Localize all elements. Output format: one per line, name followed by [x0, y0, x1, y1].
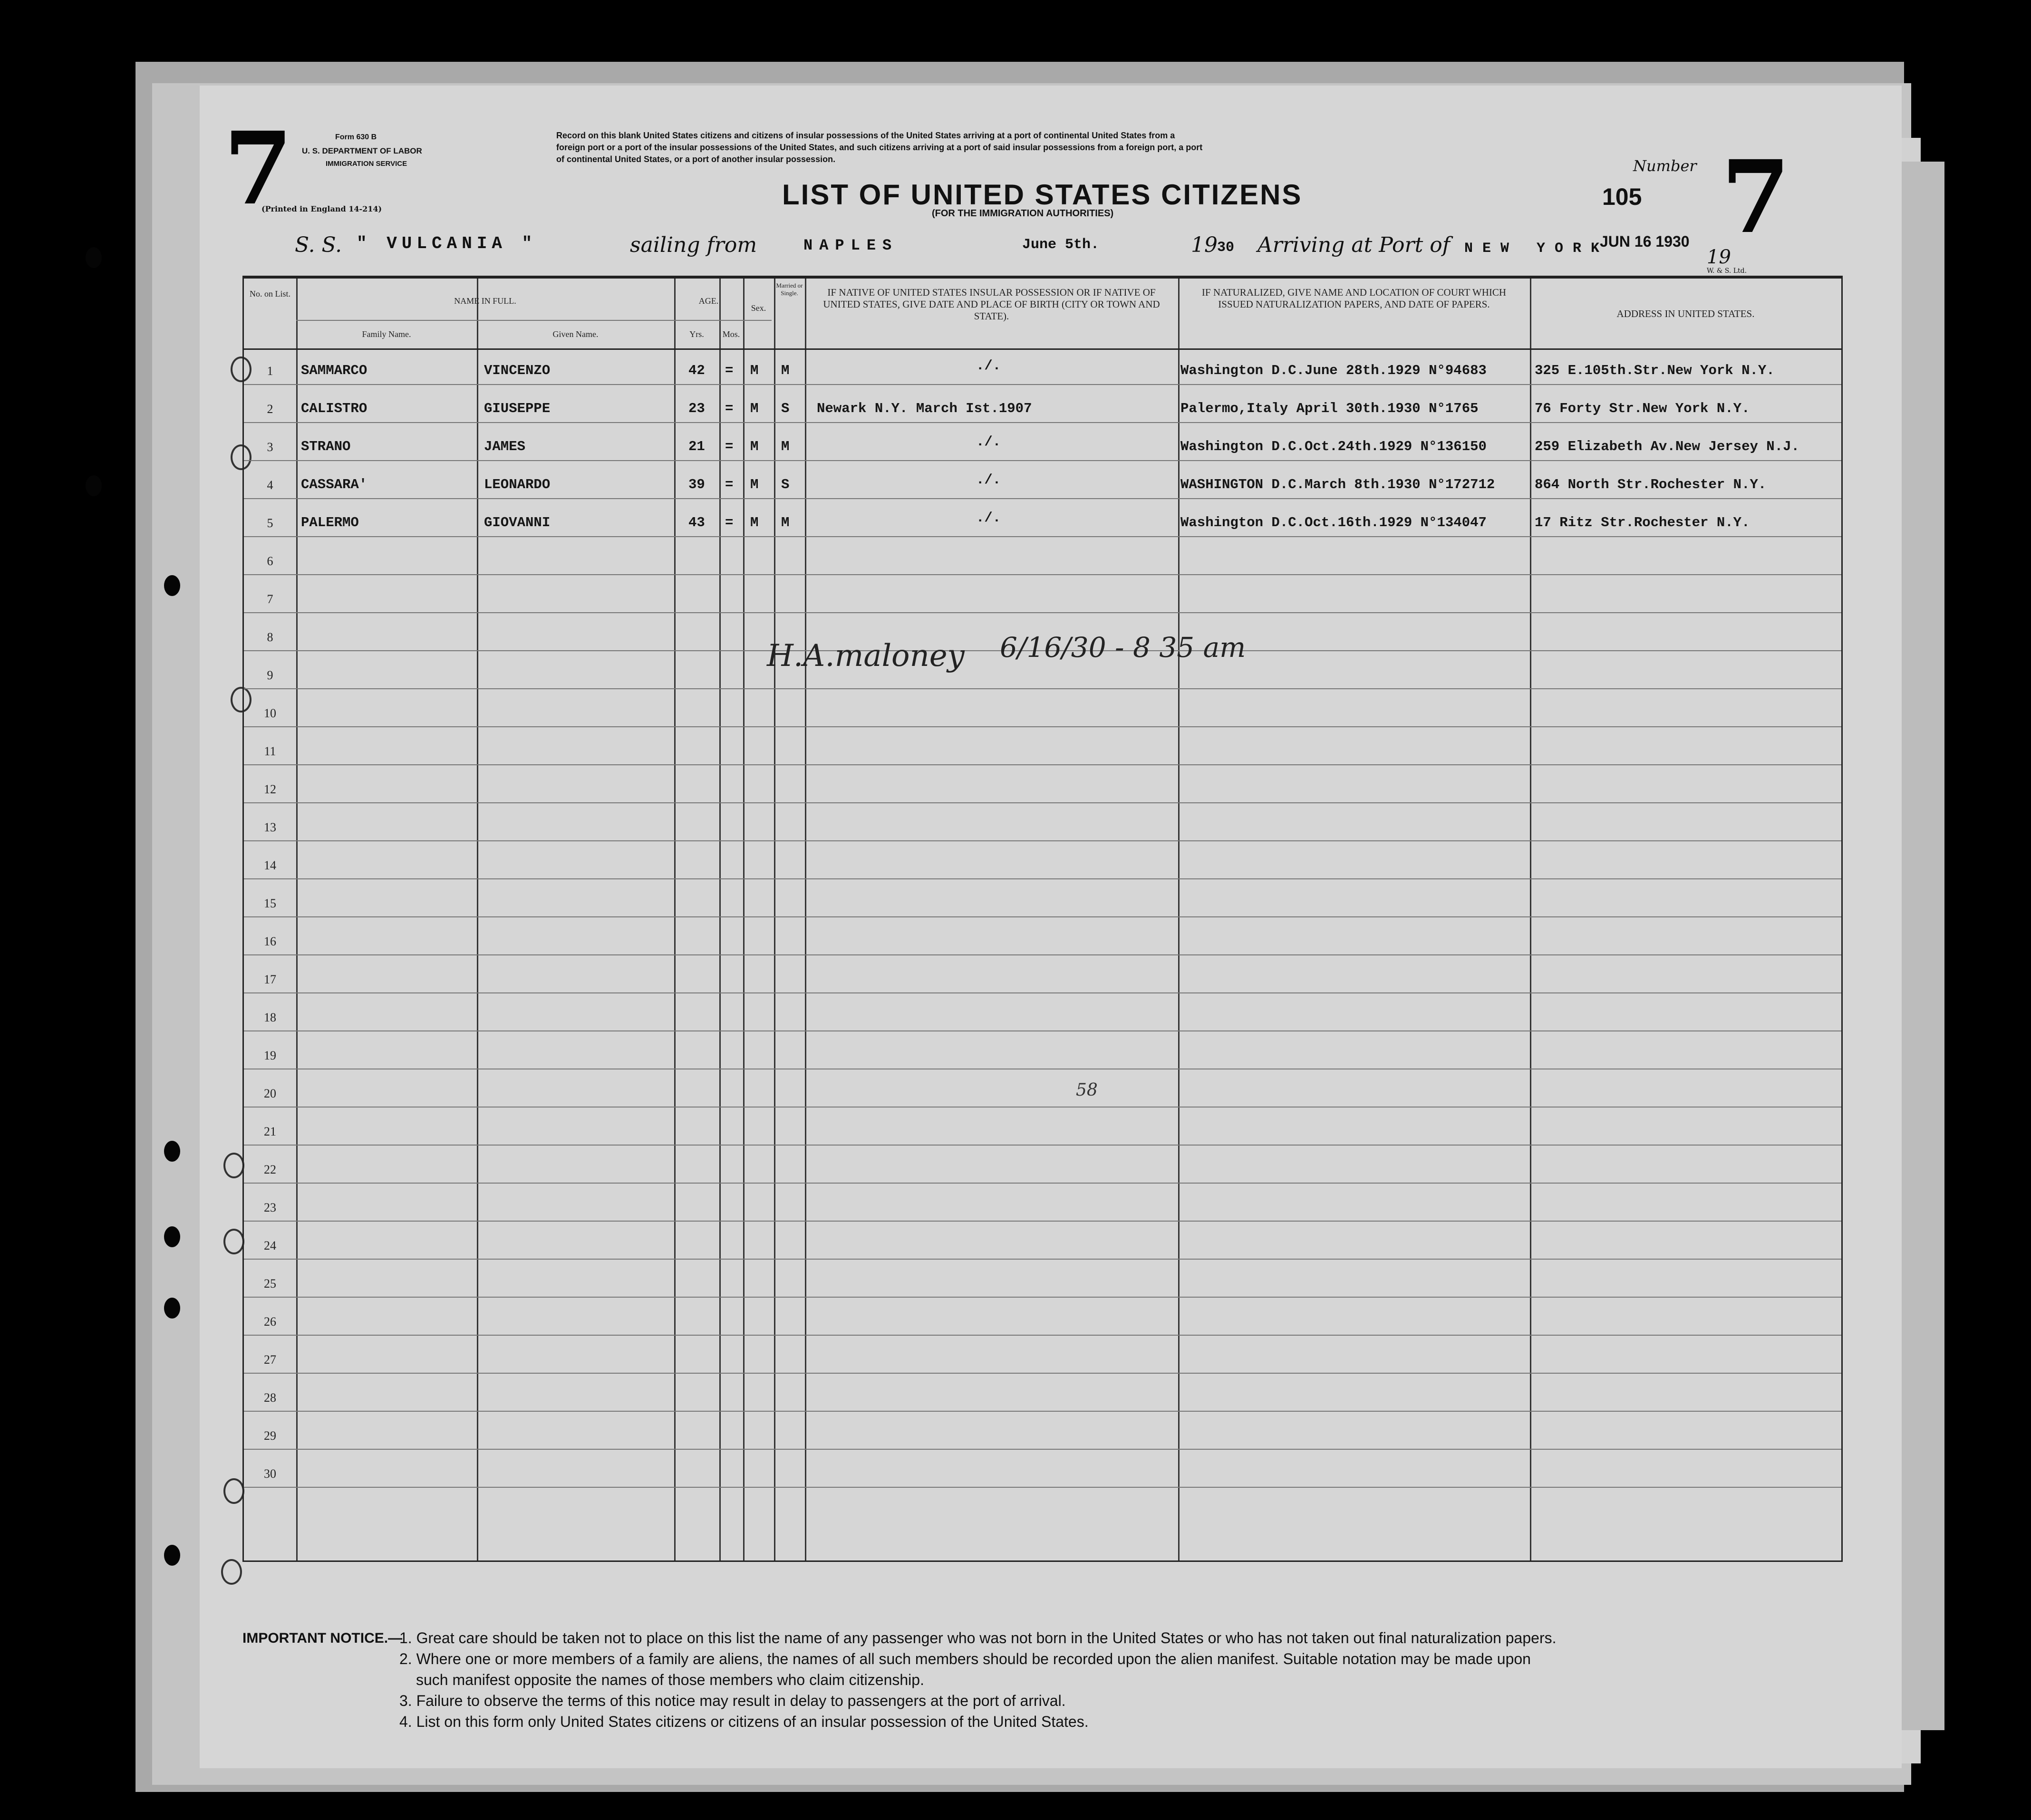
col-yrs-header: Yrs.	[689, 329, 704, 339]
column-rule	[743, 277, 745, 1560]
ss-label: S. S.	[295, 233, 342, 257]
row-rule	[244, 277, 1841, 279]
column-rule	[1178, 277, 1180, 1560]
manifest-table	[242, 276, 1843, 1562]
row-rule	[244, 954, 1841, 955]
notice-item-3: 3. Failure to observe the terms of this notice may result in delay to passengers at the port of arrival.	[399, 1692, 1066, 1709]
col-mos-header: Mos.	[722, 329, 740, 339]
row-number: 27	[264, 1353, 276, 1367]
row-rule	[244, 348, 1841, 350]
binder-hole	[86, 475, 102, 496]
family-name-cell: SAMMARCO	[301, 363, 368, 378]
age-years-cell: 39	[688, 477, 705, 492]
binder-hole	[86, 247, 102, 268]
row-rule	[244, 1487, 1841, 1488]
col-name-header: NAME IN FULL.	[454, 296, 516, 306]
age-months-cell: =	[725, 439, 734, 454]
punch-ring	[223, 1229, 244, 1254]
row-rule	[244, 1373, 1841, 1374]
list-number: 105	[1602, 183, 1642, 210]
birth-place-cell: ./.	[976, 510, 1001, 526]
age-months-cell: =	[725, 477, 734, 492]
row-rule	[244, 574, 1841, 575]
instructions-line-1: Record on this blank United States citizens and citizens of insular possessions of the United States arriving at a port of continental United States from a	[556, 131, 1175, 140]
date-sailed: June 5th.	[1022, 237, 1100, 253]
notice-item-2b: such manifest opposite the names of those members who claim citizenship.	[416, 1671, 924, 1688]
row-number: 30	[264, 1467, 276, 1481]
row-number: 14	[264, 858, 276, 872]
inspector-signature: H.A.maloney	[767, 638, 965, 674]
row-number: 24	[264, 1239, 276, 1252]
row-rule	[296, 320, 772, 321]
naturalization-cell: WASHINGTON D.C.March 8th.1930 N°172712	[1180, 477, 1495, 492]
col-birth-header: IF NATIVE OF UNITED STATES INSULAR POSSESSION OR IF NATIVE OF UNITED STATES, GIVE DATE AND PLACE OF BIRTH (CITY OR TOWN AND STATE).	[823, 287, 1160, 322]
punch-ring	[223, 1153, 244, 1178]
sex-cell: M	[750, 401, 759, 416]
column-rule	[674, 277, 676, 1560]
row-rule	[244, 726, 1841, 727]
row-number: 21	[264, 1125, 276, 1138]
age-years-cell: 23	[688, 401, 705, 416]
column-rule	[805, 277, 806, 1560]
address-cell: 76 Forty Str.New York N.Y.	[1535, 401, 1750, 416]
column-rule	[296, 277, 298, 1560]
row-rule	[244, 764, 1841, 765]
marital-status-cell: M	[781, 515, 790, 530]
age-years-cell: 21	[688, 439, 705, 454]
row-rule	[244, 1411, 1841, 1412]
given-name-cell: VINCENZO	[484, 363, 551, 378]
notice-item-2: 2. Where one or more members of a family are aliens, the names of all such members should be recorded upon the alien manifest. Suitable notation may be made upon	[399, 1650, 1531, 1667]
row-number: 2	[267, 402, 273, 416]
row-rule	[244, 498, 1841, 499]
row-rule	[244, 688, 1841, 689]
row-rule	[244, 1030, 1841, 1031]
col-age-header: AGE.	[698, 296, 719, 306]
col-given-header: Given Name.	[552, 329, 599, 339]
row-number: 9	[267, 668, 273, 682]
port-to: NEW YORK	[1464, 241, 1609, 257]
age-years-cell: 43	[688, 515, 705, 530]
binder-hole	[164, 1298, 180, 1319]
row-rule	[244, 1297, 1841, 1298]
number-label: Number	[1633, 157, 1697, 175]
department-label: U. S. DEPARTMENT OF LABOR	[302, 146, 422, 155]
corner-number-right: 7	[1721, 138, 1791, 256]
row-number: 7	[267, 592, 273, 606]
family-name-cell: STRANO	[301, 439, 351, 454]
column-rule	[477, 277, 478, 1560]
page-title: LIST OF UNITED STATES CITIZENS	[782, 179, 1303, 211]
address-cell: 864 North Str.Rochester N.Y.	[1535, 477, 1767, 492]
form-number: Form 630 B	[335, 133, 377, 141]
row-number: 23	[264, 1201, 276, 1214]
sex-cell: M	[750, 363, 759, 378]
punch-ring	[221, 1559, 242, 1585]
row-number: 13	[264, 820, 276, 834]
notice-item-1: 1. Great care should be taken not to place on this list the name of any passenger who was not born in the United States or who has not taken out final naturalization papers.	[399, 1629, 1557, 1647]
notice-item-4: 4. List on this form only United States citizens or citizens of an insular possession of the United States.	[399, 1713, 1089, 1730]
instructions-line-2: foreign port or a port of the insular possessions of the United States, and such citizens arriving at a port of said insular possessions from a foreign port, a port	[556, 143, 1203, 152]
given-name-cell: JAMES	[484, 439, 526, 454]
printer-mark: W. & S. Ltd.	[1707, 267, 1747, 275]
row-rule	[244, 422, 1841, 423]
row-number: 25	[264, 1277, 276, 1290]
binder-hole	[164, 1226, 180, 1247]
row-rule	[244, 1145, 1841, 1146]
birth-place-cell: ./.	[976, 358, 1001, 374]
year-prefix: 19	[1191, 233, 1218, 257]
col-married-header: Married or Single.	[776, 282, 803, 297]
row-number: 4	[267, 478, 273, 492]
row-rule	[244, 1221, 1841, 1222]
row-rule	[244, 840, 1841, 841]
marital-status-cell: M	[781, 363, 790, 378]
row-rule	[244, 612, 1841, 613]
ship-name: " VULCANIA "	[357, 234, 537, 253]
family-name-cell: PALERMO	[301, 515, 359, 530]
age-months-cell: =	[725, 363, 734, 378]
row-number: 26	[264, 1315, 276, 1329]
row-rule	[244, 1335, 1841, 1336]
row-number: 29	[264, 1429, 276, 1443]
punch-ring	[223, 1478, 244, 1504]
col-naturalized-header: IF NATURALIZED, GIVE NAME AND LOCATION OF COURT WHICH ISSUED NATURALIZATION PAPERS, AND DATE OF PAPERS.	[1201, 287, 1507, 310]
age-years-cell: 42	[688, 363, 705, 378]
column-rule	[774, 277, 775, 1560]
printed-note: (Printed in England 14-214)	[261, 204, 382, 213]
row-number: 1	[267, 364, 273, 378]
row-rule	[244, 1259, 1841, 1260]
col-address-header: ADDRESS IN UNITED STATES.	[1616, 308, 1755, 319]
row-rule	[244, 536, 1841, 537]
column-rule	[719, 277, 721, 1560]
inspection-datetime: 6/16/30 - 8 35 am	[1000, 631, 1246, 664]
age-months-cell: =	[725, 515, 734, 530]
marital-status-cell: M	[781, 439, 790, 454]
row-number: 11	[264, 744, 276, 758]
corner-number-left: 7	[223, 110, 293, 227]
arrival-year: 19	[1707, 246, 1731, 268]
col-family-header: Family Name.	[362, 329, 411, 339]
row-rule	[244, 992, 1841, 993]
service-label: IMMIGRATION SERVICE	[326, 160, 407, 168]
row-number: 15	[264, 896, 276, 910]
address-cell: 259 Elizabeth Av.New Jersey N.J.	[1535, 439, 1799, 454]
row-rule	[244, 384, 1841, 385]
arrival-stamp: JUN 16 1930	[1600, 233, 1690, 250]
naturalization-cell: Washington D.C.June 28th.1929 N°94683	[1180, 363, 1487, 378]
age-months-cell: =	[725, 401, 734, 416]
sex-cell: M	[750, 515, 759, 530]
row-number: 20	[264, 1087, 276, 1100]
row-number: 18	[264, 1011, 276, 1024]
row-number: 3	[267, 440, 273, 454]
col-sex-header: Sex.	[751, 303, 766, 313]
address-cell: 325 E.105th.Str.New York N.Y.	[1535, 363, 1775, 378]
family-name-cell: CALISTRO	[301, 401, 368, 416]
binder-hole	[164, 575, 180, 596]
page-mark: 58	[1076, 1080, 1098, 1100]
row-number: 22	[264, 1163, 276, 1176]
row-rule	[244, 460, 1841, 461]
row-number: 17	[264, 973, 276, 986]
row-rule	[244, 916, 1841, 917]
sex-cell: M	[750, 477, 759, 492]
row-rule	[244, 1183, 1841, 1184]
binder-hole	[164, 1141, 180, 1162]
marital-status-cell: S	[781, 401, 790, 416]
sailing-from-label: sailing from	[630, 233, 757, 257]
port-from: NAPLES	[803, 237, 899, 254]
row-number: 28	[264, 1391, 276, 1405]
row-number: 5	[267, 516, 273, 530]
birth-place-cell: ./.	[976, 434, 1001, 450]
row-number: 19	[264, 1049, 276, 1062]
column-rule	[1530, 277, 1531, 1560]
row-number: 12	[264, 782, 276, 796]
row-rule	[244, 878, 1841, 879]
col-no-header: No. on List.	[249, 289, 290, 299]
sex-cell: M	[750, 439, 759, 454]
row-number: 10	[264, 706, 276, 720]
row-number: 8	[267, 630, 273, 644]
binder-hole	[164, 1545, 180, 1566]
row-rule	[244, 802, 1841, 803]
naturalization-cell: Washington D.C.Oct.24th.1929 N°136150	[1180, 439, 1487, 454]
given-name-cell: GIUSEPPE	[484, 401, 551, 416]
row-rule	[244, 1449, 1841, 1450]
naturalization-cell: Palermo,Italy April 30th.1930 N°1765	[1180, 401, 1479, 416]
birth-place-cell: Newark N.Y. March Ist.1907	[817, 401, 1032, 416]
page-subtitle: (FOR THE IMMIGRATION AUTHORITIES)	[932, 208, 1114, 219]
family-name-cell: CASSARA'	[301, 477, 368, 492]
arriving-label: Arriving at Port of	[1257, 233, 1451, 257]
year-suffix: 30	[1217, 240, 1235, 256]
row-number: 6	[267, 554, 273, 568]
row-number: 16	[264, 934, 276, 948]
naturalization-cell: Washington D.C.Oct.16th.1929 N°134047	[1180, 515, 1487, 530]
marital-status-cell: S	[781, 477, 790, 492]
birth-place-cell: ./.	[976, 472, 1001, 488]
instructions-line-3: of continental United States, or a port of another insular possession.	[556, 154, 836, 164]
notice-heading: IMPORTANT NOTICE.—	[242, 1630, 403, 1646]
address-cell: 17 Ritz Str.Rochester N.Y.	[1535, 515, 1750, 530]
given-name-cell: LEONARDO	[484, 477, 551, 492]
manifest-sheet	[200, 86, 1902, 1768]
given-name-cell: GIOVANNI	[484, 515, 551, 530]
